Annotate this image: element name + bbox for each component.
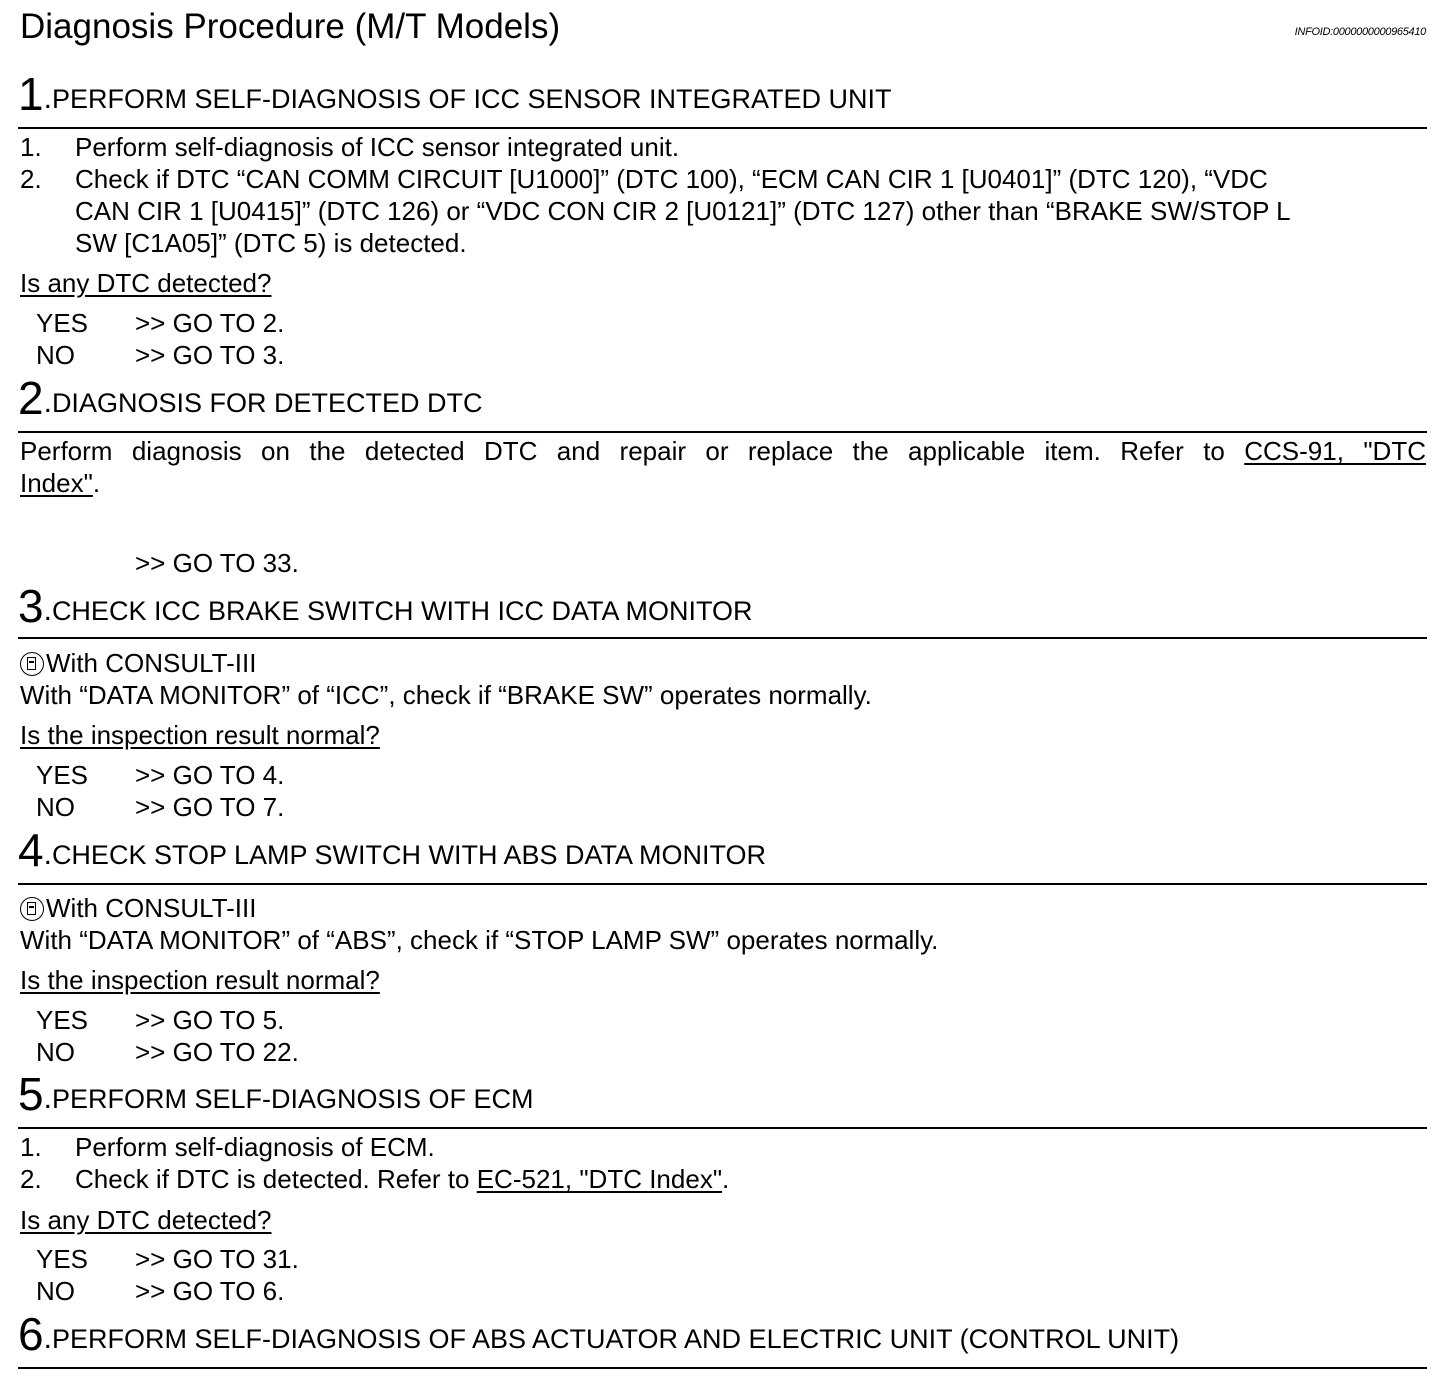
step-number: 6 (18, 1308, 44, 1360)
step-title: CHECK STOP LAMP SWITCH WITH ABS DATA MONITOR (51, 840, 767, 870)
goto-no: >> GO TO 22. (135, 1037, 299, 1067)
list-number: 1. (20, 1132, 42, 1162)
step-dot: . (43, 386, 52, 419)
paragraph-text: . (92, 468, 101, 498)
consult-tool-icon (20, 652, 44, 676)
section-divider (18, 1127, 1427, 1129)
step-number: 2 (18, 372, 44, 424)
page-title: Diagnosis Procedure (M/T Models) (20, 7, 561, 46)
paragraph-line (20, 435, 1426, 467)
list-number: 2. (20, 164, 42, 194)
question: Is any DTC detected? (20, 1205, 272, 1235)
step-title: PERFORM SELF-DIAGNOSIS OF ABS ACTUATOR AND ELECTRIC UNIT (CONTROL UNIT) (51, 1324, 1180, 1354)
consult-line (20, 647, 256, 679)
list-item: Perform self-diagnosis of ICC sensor integrated unit. (75, 132, 680, 162)
section-divider (18, 637, 1427, 639)
question: Is any DTC detected? (20, 268, 272, 298)
question: Is the inspection result normal? (20, 720, 380, 750)
question: Is the inspection result normal? (20, 965, 380, 995)
step-title: CHECK ICC BRAKE SWITCH WITH ICC DATA MONITOR (51, 596, 753, 626)
step-dot: . (43, 82, 52, 115)
step-4-heading (18, 824, 767, 876)
consult-tool-icon (20, 897, 44, 921)
step-number: 5 (18, 1068, 44, 1120)
goto-yes: >> GO TO 4. (135, 760, 285, 790)
step-6-heading (18, 1308, 1180, 1360)
consult-label: With CONSULT-III (46, 648, 257, 678)
answer-no: NO (36, 1276, 75, 1306)
step-title: PERFORM SELF-DIAGNOSIS OF ICC SENSOR INTEGRATED UNIT (51, 84, 892, 114)
list-item-continued: SW [C1A05]” (DTC 5) is detected. (75, 228, 467, 258)
answer-yes: YES (36, 308, 89, 338)
goto-no: >> GO TO 3. (135, 340, 285, 370)
answer-no: NO (36, 792, 75, 822)
step-number: 1 (18, 68, 44, 120)
dtc-index-link[interactable]: CCS-91, "DTC (1244, 436, 1426, 466)
paragraph-line (20, 467, 100, 499)
step-dot: . (43, 838, 52, 871)
goto-yes: >> GO TO 5. (135, 1005, 285, 1035)
step-title: DIAGNOSIS FOR DETECTED DTC (51, 388, 483, 418)
list-item-continued: CAN CIR 1 [U0415]” (DTC 126) or “VDC CON CIR 2 [U0121]” (DTC 127) other than “BRAKE SW/STOP L (75, 196, 1291, 226)
answer-no: NO (36, 340, 75, 370)
list-number: 2. (20, 1164, 42, 1194)
step-1-heading (18, 68, 892, 120)
ec-dtc-index-link[interactable]: EC-521, "DTC Index" (476, 1164, 723, 1194)
step-dot: . (43, 1322, 52, 1355)
consult-line (20, 892, 256, 924)
section-divider (18, 127, 1427, 129)
list-item: Check if DTC “CAN COMM CIRCUIT [U1000]” (DTC 100), “ECM CAN CIR 1 [U0401]” (DTC 120), “VDC (75, 164, 1268, 194)
answer-no: NO (36, 1037, 75, 1067)
step-2-heading (18, 372, 483, 424)
list-item-text: Check if DTC is detected. Refer to (75, 1164, 477, 1194)
step-5-heading (18, 1068, 534, 1120)
step-dot: . (43, 1082, 52, 1115)
answer-yes: YES (36, 760, 89, 790)
list-item-text: . (722, 1164, 730, 1194)
goto-no: >> GO TO 7. (135, 792, 285, 822)
list-item (75, 1163, 729, 1195)
dtc-index-link[interactable]: Index" (20, 468, 93, 498)
consult-label: With CONSULT-III (46, 893, 257, 923)
section-divider (18, 1367, 1427, 1369)
answer-yes: YES (36, 1005, 89, 1035)
list-item: Perform self-diagnosis of ECM. (75, 1132, 435, 1162)
goto-yes: >> GO TO 2. (135, 308, 285, 338)
goto-no: >> GO TO 6. (135, 1276, 285, 1306)
instruction-text: With “DATA MONITOR” of “ICC”, check if “BRAKE SW” operates normally. (20, 680, 872, 710)
step-title: PERFORM SELF-DIAGNOSIS OF ECM (51, 1084, 534, 1114)
goto: >> GO TO 33. (135, 548, 299, 578)
answer-yes: YES (36, 1244, 89, 1274)
step-number: 3 (18, 580, 44, 632)
section-divider (18, 883, 1427, 885)
paragraph-text: Perform diagnosis on the detected DTC and repair or replace the applicable item. Refer to (20, 436, 1245, 466)
step-3-heading (18, 580, 753, 632)
section-divider (18, 431, 1427, 433)
step-dot: . (43, 594, 52, 627)
info-id: INFOID:0000000000965410 (1294, 26, 1426, 38)
step-number: 4 (18, 824, 44, 876)
instruction-text: With “DATA MONITOR” of “ABS”, check if “STOP LAMP SW” operates normally. (20, 925, 939, 955)
list-number: 1. (20, 132, 42, 162)
goto-yes: >> GO TO 31. (135, 1244, 299, 1274)
